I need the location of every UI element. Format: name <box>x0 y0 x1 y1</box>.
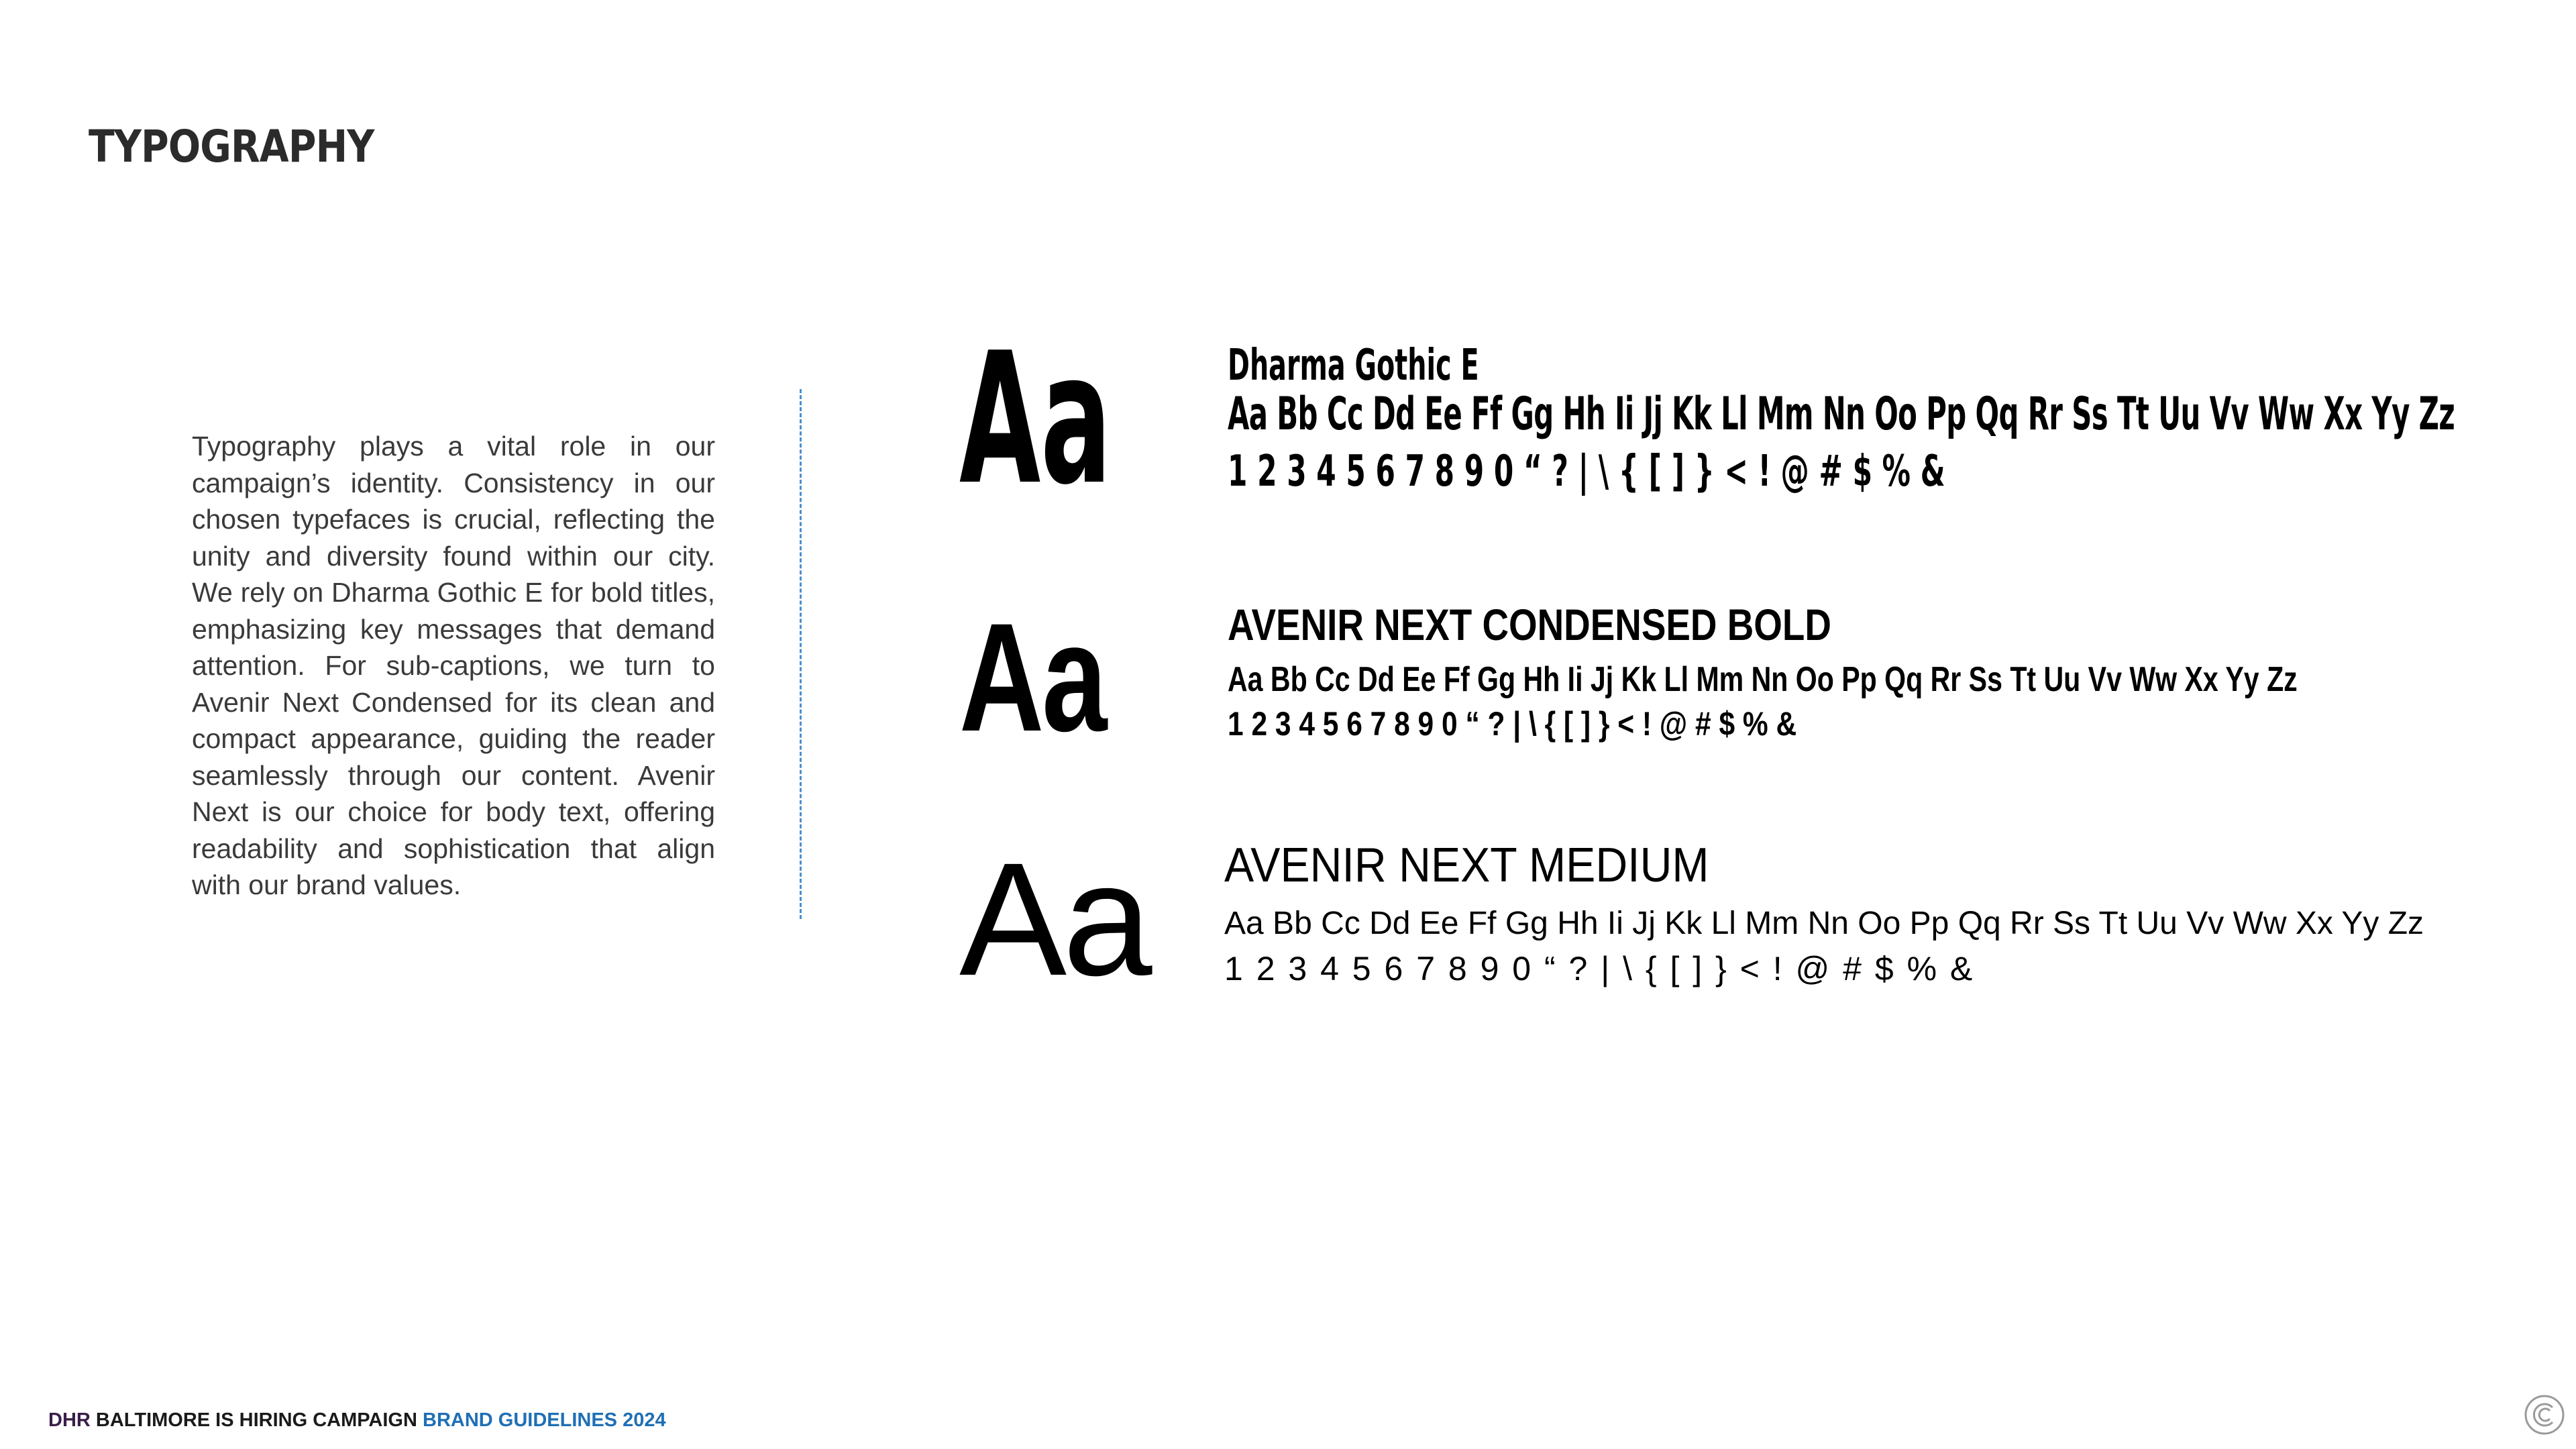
specimen-characters: 1 2 3 4 5 6 7 8 9 0 “ ? | \ { [ ] } < ! @ # $ % & <box>1228 447 1945 496</box>
specimen-alphabet: Aa Bb Cc Dd Ee Ff Gg Hh Ii Jj Kk Ll Mm Nn Oo Pp Qq Rr Ss Tt Uu Vv Ww Xx Yy Zz <box>1228 660 2298 699</box>
vertical-divider <box>800 389 802 919</box>
specimen-sample: Aa <box>959 829 1148 1009</box>
footer-org: DHR <box>48 1409 91 1431</box>
copyright-logo-icon <box>2524 1394 2565 1436</box>
specimen-sample: Aa <box>959 313 1112 525</box>
footer-doc-title: BRAND GUIDELINES 2024 <box>423 1409 666 1431</box>
specimen-alphabet: Aa Bb Cc Dd Ee Ff Gg Hh Ii Jj Kk Ll Mm Nn Oo Pp Qq Rr Ss Tt Uu Vv Ww Xx Yy Zz <box>1228 388 2455 441</box>
specimen-font-name: Dharma Gothic E <box>1228 341 1479 390</box>
specimen-sample: Aa <box>959 591 1106 763</box>
specimen-characters: 1 2 3 4 5 6 7 8 9 0 “ ? | \ { [ ] } < ! @ # $ % & <box>1228 705 1797 743</box>
footer-campaign: BALTIMORE IS HIRING CAMPAIGN <box>95 1409 417 1431</box>
specimen-font-name: AVENIR NEXT CONDENSED BOLD <box>1228 600 1831 649</box>
specimen-alphabet: Aa Bb Cc Dd Ee Ff Gg Hh Ii Jj Kk Ll Mm Nn Oo Pp Qq Rr Ss Tt Uu Vv Ww Xx Yy Zz <box>1224 906 2424 941</box>
specimen-font-name: AVENIR NEXT MEDIUM <box>1224 839 1709 892</box>
page-title: TYPOGRAPHY <box>89 121 374 172</box>
footer <box>48 1409 666 1432</box>
intro-paragraph: Typography plays a vital role in our campaign’s identity. Consistency in our chosen typefaces is crucial, reflecting the unity and diversity found within our city. We rely on Dharma Gothic E for bold titles, emphasizing key messages that demand attention. For sub-captions, we turn to Avenir Next Condensed for its clean and compact appearance, guiding the reader seamlessly through our content. Avenir Next is our choice for body text, offering readability and sophistication that align with our brand values. <box>192 431 715 900</box>
specimen-characters: 1 2 3 4 5 6 7 8 9 0 “ ? | \ { [ ] } < ! @ # $ % & <box>1224 950 1975 987</box>
